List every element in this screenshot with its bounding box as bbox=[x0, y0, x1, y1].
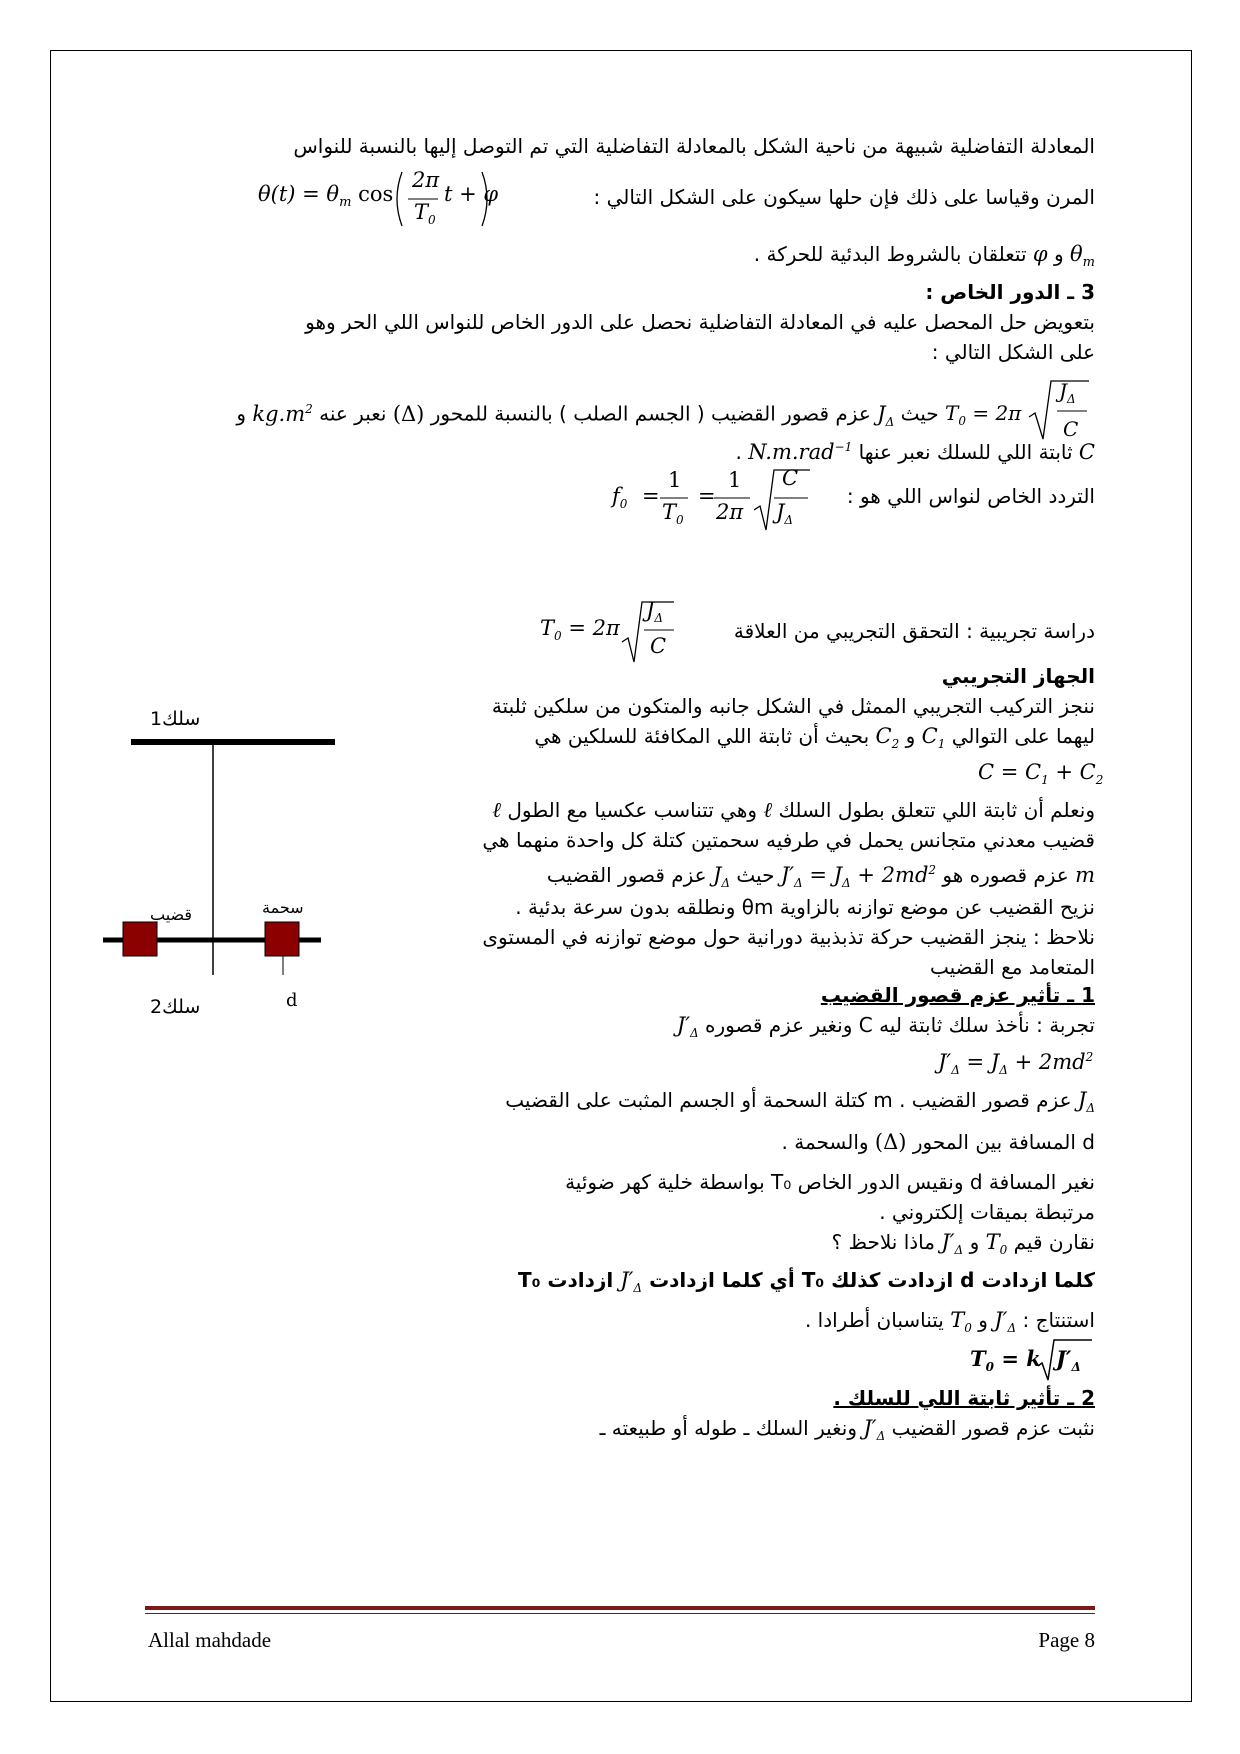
text-line: m عزم قصوره هو $J'_\Delta = J_\Delta + 2md^2$ حيث $J_\Delta$ عزم قصور القضيب bbox=[546, 863, 1095, 891]
section-heading: 3 ـ الدور الخاص : bbox=[925, 280, 1095, 304]
eq-text: t + φ bbox=[444, 182, 499, 206]
text-line: ننجز التركيب التجريبي الممثل في الشكل جانبه والمتكون من سلكين ثلبتة bbox=[491, 694, 1095, 718]
text-line: المرن وقياسا على ذلك فإن حلها سيكون على الشكل التالي : bbox=[593, 185, 1095, 209]
footer-page-number: Page 8 bbox=[1038, 1628, 1095, 1652]
section-heading: الجهاز التجريبي bbox=[941, 664, 1095, 688]
text-line: $\theta_m$ و φ تتعلقان بالشروط البدئية للحركة . bbox=[753, 242, 1095, 271]
text-line: ليهما على التوالي $C_1$ و $C_2$ بحيث أن ثابتة اللي المكافئة للسلكين هي bbox=[534, 724, 1095, 752]
eq-text: T bbox=[414, 200, 429, 224]
mass-left bbox=[123, 922, 157, 956]
text-line: $T_0 = 2\pi$ $J_\Delta$ C حيث $J_\Delta$ عزم قصور القضيب ( الجسم الصلب ) بالنسبة للمحور (Δ) نعبر عنه $kg.m^2$ و bbox=[236, 385, 1095, 445]
section-heading: 2 ـ تأثير ثابتة اللي للسلك . bbox=[833, 1386, 1095, 1410]
text-line: بتعويض حل المحصل عليه في المعادلة التفاضلية نحصل على الدور الخاص للنواس اللي الحر وهو bbox=[305, 310, 1095, 334]
text-line: C ثابتة اللي للسلك نعبر عنها N.m.rad$^{-1}$ . bbox=[735, 440, 1095, 464]
period-formula: $T_0 = 2\pi$ $J_\Delta$ C bbox=[945, 385, 1095, 445]
text-line: المعادلة التفاضلية شبيهة من ناحية الشكل بالمعادلة التفاضلية التي تم التوصل إليها بالنسبة للنواس bbox=[293, 134, 1095, 158]
text-line: نزيح القضيب عن موضع توازنه بالزاوية θm ونطلقه بدون سرعة بدئية . bbox=[515, 895, 1095, 919]
rod-label: قضيب bbox=[150, 905, 193, 924]
text-line: نغير المسافة d ونقيس الدور الخاص T₀ بواسطة خلية كهر ضوئية bbox=[565, 1170, 1095, 1194]
text-line: ونعلم أن ثابتة اللي تتعلق بطول السلك ℓ وهي تتناسب عكسيا مع الطول ℓ bbox=[492, 798, 1095, 822]
eq-text: cos bbox=[351, 182, 394, 206]
footer-author: Allal mahdade bbox=[148, 1628, 272, 1652]
footer-rule bbox=[145, 1606, 1095, 1610]
d-label: d bbox=[286, 990, 298, 1011]
text-line: d المسافة بين المحور (Δ) والسحمة . bbox=[781, 1130, 1095, 1154]
theta-equation bbox=[258, 168, 499, 228]
eq-text: 2π bbox=[412, 168, 440, 192]
text-line: كلما ازدادت d ازدادت كذلك T₀ أي كلما ازدادت $J'_\Delta$ ازدادت T₀ bbox=[518, 1268, 1095, 1296]
eq-sub: 0 bbox=[428, 213, 436, 228]
inertia-equation: $J'_\Delta = J_\Delta + 2md^2$ bbox=[938, 1050, 1094, 1078]
mass-label: سحمة bbox=[262, 898, 304, 917]
eq-text: θ(t) = θ bbox=[258, 182, 340, 206]
text-line: مرتبطة بميقات إلكتروني . bbox=[879, 1200, 1095, 1224]
frequency-formula: $f_0$ = 1 $T_0$ = 1 2π C $J_\Delta$ bbox=[612, 466, 802, 532]
text-line: استنتاج : $J'_\Delta$ و $T_0$ يتناسبان أطرادا . bbox=[804, 1308, 1095, 1336]
period-formula: $T_0 = 2\pi$ $J_\Delta$ C bbox=[540, 598, 676, 664]
section-heading: 1 ـ تأثير عزم قصور القضيب bbox=[820, 983, 1095, 1007]
sum-equation: $C = C_1 + C_2$ bbox=[978, 760, 1104, 788]
mass-right bbox=[265, 922, 299, 956]
eq-sub: m bbox=[339, 195, 352, 211]
wire2-label: سلك2 bbox=[150, 996, 201, 1018]
text-line: التردد الخاص لنواس اللي هو : bbox=[846, 484, 1095, 508]
text-line: على الشكل التالي : bbox=[931, 340, 1095, 364]
text-line: نلاحظ : ينجز القضيب حركة تذبذبية دورانية حول موضع توازنه في المستوى bbox=[482, 925, 1095, 949]
text-line: دراسة تجريبية : التحقق التجريبي من العلاقة bbox=[733, 619, 1095, 643]
text-line: قضيب معدني متجانس يحمل في طرفيه سحمتين كتلة كل واحدة منهما هي bbox=[482, 828, 1095, 852]
footer-rule-thin bbox=[145, 1613, 1095, 1614]
text-line: $J_\Delta$ عزم قصور القضيب . m كتلة السحمة أو الجسم المثبت على القضيب bbox=[505, 1088, 1095, 1116]
text-line: تجربة : نأخذ سلك ثابتة ليه C ونغير عزم قصوره $J'_\Delta$ bbox=[676, 1013, 1095, 1041]
text-line: نثبت عزم قصور القضيب $J'_\Delta$ ونغير السلك ـ طوله أو طبيعته ـ bbox=[599, 1416, 1095, 1444]
proportionality-formula: $T_0 = k$ $J'_\Delta$ bbox=[970, 1336, 1094, 1382]
text-line: نقارن قيم $T_0$ و $J'_\Delta$ ماذا نلاحظ ؟ bbox=[831, 1230, 1095, 1258]
wire1-label: سلك1 bbox=[150, 708, 201, 730]
text-line: المتعامد مع القضيب bbox=[929, 955, 1095, 979]
apparatus-figure bbox=[95, 655, 345, 975]
